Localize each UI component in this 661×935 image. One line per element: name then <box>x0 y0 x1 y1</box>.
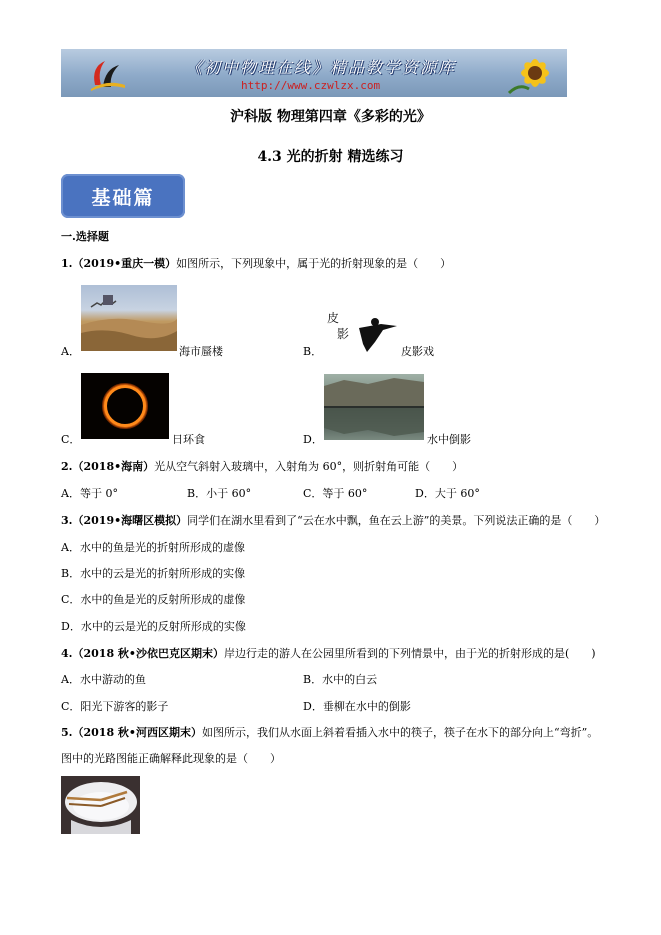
banner-url[interactable]: http://www.czwlzx.com <box>241 79 381 92</box>
question-1-source: （2019•重庆一模） <box>72 257 177 270</box>
question-3-source: （2019•海曙区模拟） <box>72 514 188 527</box>
svg-text:皮: 皮 <box>327 311 340 325</box>
q2-option-c: C．等于 60° <box>303 487 368 500</box>
question-5 <box>61 726 598 740</box>
question-2-stem: 光从空气斜射入玻璃中，入射角为 60°，则折射角可能（ ） <box>154 460 464 473</box>
q2-option-d: D．大于 60° <box>415 487 480 500</box>
eclipse-ring-icon <box>81 373 169 439</box>
shadow-puppet-icon <box>323 308 399 354</box>
q3-option-b: B．水中的云是光的折射所形成的实像 <box>61 567 246 580</box>
site-logo-icon <box>87 55 127 93</box>
q1-option-b-letter: B． <box>303 345 323 358</box>
question-4-number: 4. <box>61 647 73 660</box>
question-5-source: （2018 秋•河西区期末） <box>72 726 202 739</box>
section-heading: 一.选择题 <box>61 230 109 243</box>
q1-option-c-caption: 日环食 <box>172 433 205 446</box>
q1-option-d-letter: D． <box>303 433 323 446</box>
annular-eclipse-image <box>81 373 169 439</box>
q4-option-d: D．垂柳在水中的倒影 <box>303 700 411 713</box>
q4-option-b: B．水中的白云 <box>303 673 378 686</box>
q4-option-c: C．阳光下游客的影子 <box>61 700 169 713</box>
q1-option-a-letter: A． <box>61 345 80 358</box>
q1-option-c-letter: C． <box>61 433 81 446</box>
question-5-stem: 如图所示，我们从水面上斜着看插入水中的筷子，筷子在水下的部分向上“弯折”。 <box>201 726 599 739</box>
section-badge <box>61 174 185 218</box>
question-2 <box>61 460 463 474</box>
shadow-play-image <box>323 308 399 354</box>
question-1 <box>61 257 451 271</box>
reflection-scene-icon <box>324 374 424 440</box>
q4-option-a: A．水中游动的鱼 <box>61 673 146 686</box>
mirage-scene-icon <box>81 285 177 351</box>
question-5-number: 5. <box>61 726 73 739</box>
page-title: 沪科版 物理第四章《多彩的光》 <box>230 109 431 125</box>
sunflower-icon <box>505 53 559 95</box>
q3-option-d: D．水中的云是光的反射所形成的实像 <box>61 620 246 633</box>
question-4 <box>61 647 596 661</box>
q2-option-b: B．小于 60° <box>187 487 252 500</box>
svg-text:影: 影 <box>337 327 350 341</box>
page-subtitle: 4.3 光的折射 精选练习 <box>257 149 404 165</box>
question-4-stem: 岸边行走的游人在公园里所看到的下列情景中，由于光的折射形成的是( ) <box>223 647 596 660</box>
question-3-stem: 同学们在湖水里看到了“云在水中飘，鱼在云上游”的美景。下列说法正确的是（ ） <box>187 514 606 527</box>
site-banner <box>61 49 567 97</box>
question-3-number: 3. <box>61 514 73 527</box>
q1-option-d-caption: 水中倒影 <box>427 433 471 446</box>
bowl-chopsticks-icon <box>61 776 140 834</box>
question-2-number: 2. <box>61 460 73 473</box>
question-3 <box>61 514 605 528</box>
mirage-image <box>81 285 177 351</box>
banner-title: 《初中物理在线》精品教学资源库 <box>186 58 457 77</box>
question-4-source: （2018 秋•沙依巴克区期末） <box>72 647 224 660</box>
q3-option-a: A．水中的鱼是光的折射所形成的虚像 <box>61 541 245 554</box>
q3-option-c: C．水中的鱼是光的反射所形成的虚像 <box>61 593 246 606</box>
q1-option-b-caption: 皮影戏 <box>401 345 434 358</box>
q1-option-a-caption: 海市蜃楼 <box>179 345 223 358</box>
chopsticks-in-bowl-image <box>61 776 140 834</box>
question-2-source: （2018•海南） <box>72 460 155 473</box>
question-1-stem: 如图所示，下列现象中，属于光的折射现象的是（ ） <box>176 257 452 270</box>
section-badge-label: 基础篇 <box>91 187 155 209</box>
q2-option-a: A．等于 0° <box>61 487 118 500</box>
water-reflection-image <box>324 374 424 440</box>
question-1-number: 1. <box>61 257 73 270</box>
question-5-stem-line2: 图中的光路图能正确解释此现象的是（ ） <box>61 752 281 765</box>
